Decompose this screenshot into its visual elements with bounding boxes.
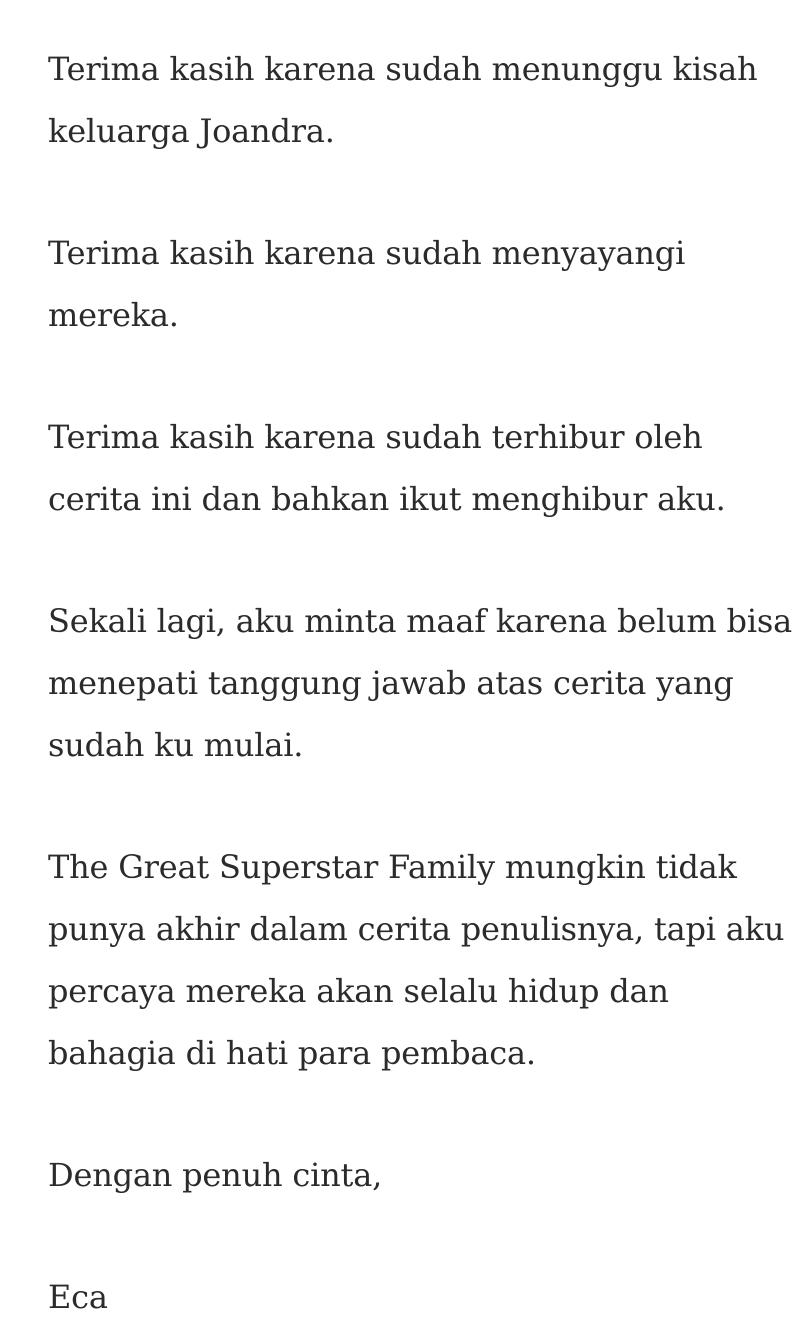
- text-line: The Great Superstar Family mungkin tidak: [48, 848, 737, 886]
- text-line: sudah ku mulai.: [48, 726, 304, 764]
- signature-text: Eca: [48, 1278, 108, 1316]
- text-line: Terima kasih karena sudah menunggu kisah: [48, 50, 758, 88]
- paragraph-closing-thoughts: [48, 836, 785, 1084]
- text-line: bahagia di hati para pembaca.: [48, 1034, 536, 1072]
- text-line: Sekali lagi, aku minta maaf karena belum bisa: [48, 602, 792, 640]
- text-line: percaya mereka akan selalu hidup dan: [48, 972, 669, 1010]
- paragraph-thanks-entertained: [48, 406, 762, 530]
- text-line: keluarga Joandra.: [48, 112, 335, 150]
- text-line: punya akhir dalam cerita penulisnya, tapi aku: [48, 910, 785, 948]
- text-line: Terima kasih karena sudah terhibur oleh: [48, 418, 703, 456]
- text-line: cerita ini dan bahkan ikut menghibur aku.: [48, 480, 726, 518]
- text-line: Terima kasih karena sudah menyayangi: [48, 234, 686, 272]
- text-line: mereka.: [48, 296, 179, 334]
- text-line: menepati tanggung jawab atas cerita yang: [48, 664, 734, 702]
- signature: [48, 1266, 762, 1328]
- closing-line: [48, 1144, 762, 1206]
- paragraph-thanks-loving: [48, 222, 762, 346]
- paragraph-apology: [48, 590, 792, 776]
- paragraph-thanks-waiting: [48, 38, 762, 162]
- closing-text: Dengan penuh cinta,: [48, 1156, 383, 1194]
